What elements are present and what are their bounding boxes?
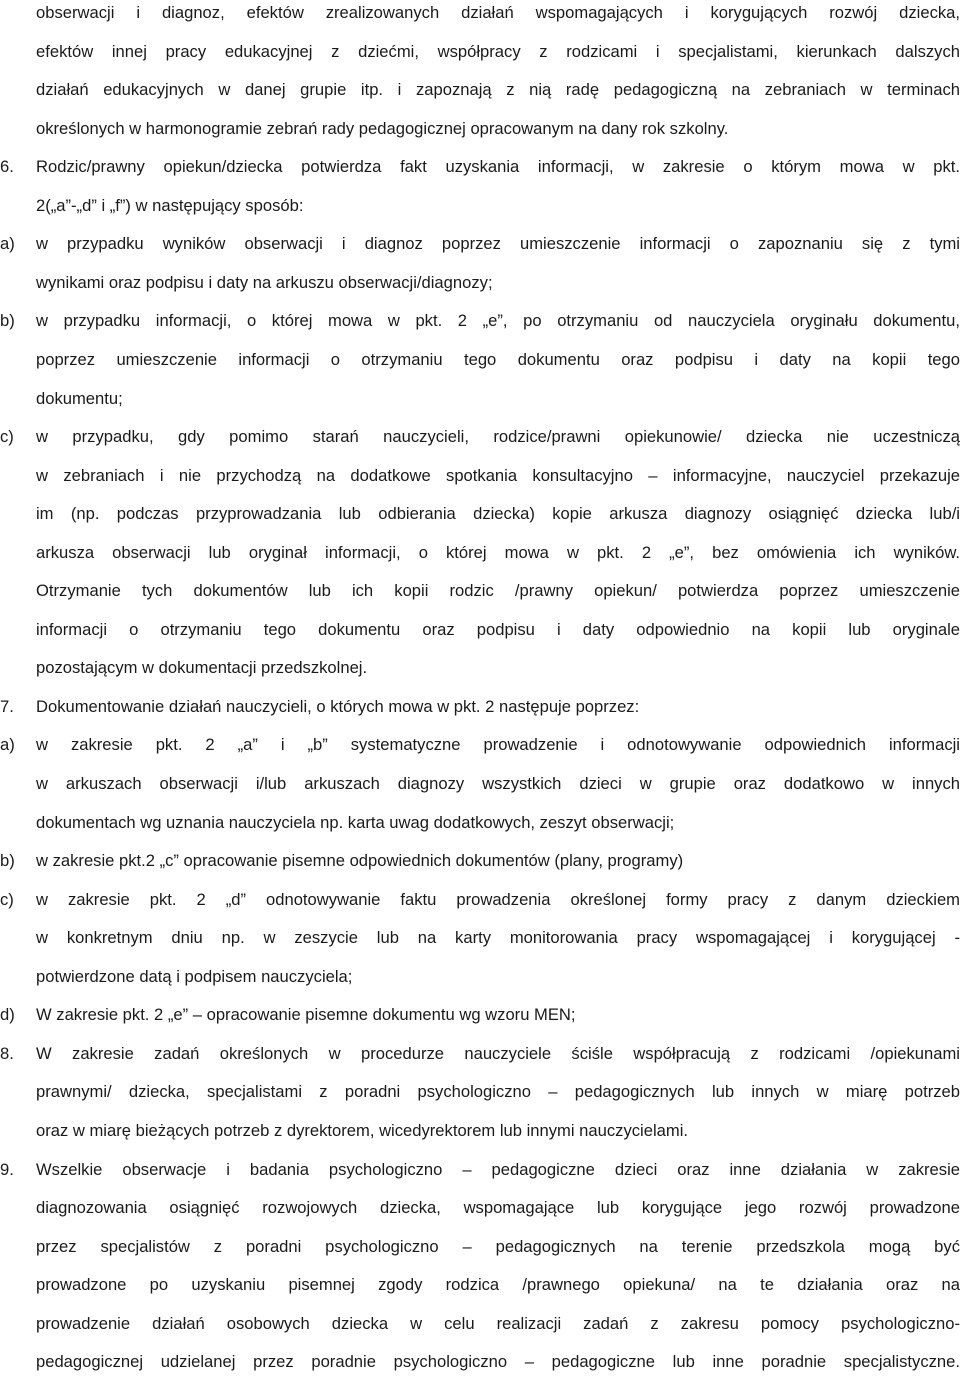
text-line — [0, 225, 960, 264]
text-line — [0, 71, 960, 110]
list-item-continuation: Otrzymanie tych dokumentów lub ich kopii rodzic /prawny opiekun/ potwierdza poprzez umieszczenie — [36, 581, 960, 601]
list-item-text: w przypadku informacji, o której mowa w pkt. 2 „e”, po otrzymaniu od nauczyciela oryginału dokumentu, — [36, 311, 960, 331]
list-item-text: w zakresie pkt. 2 „a” i „b” systematyczne prowadzenie i odnotowywanie odpowiednich informacji — [36, 735, 960, 755]
text-line — [0, 1151, 960, 1190]
list-item-continuation: diagnozowania osiągnięć rozwojowych dziecka, wspomagające lub korygujące jego rozwój prowadzone — [36, 1198, 960, 1218]
text-line — [0, 187, 960, 226]
list-marker: 9. — [0, 1159, 14, 1179]
text-line — [0, 1073, 960, 1112]
text-line — [0, 572, 960, 611]
text-line — [0, 611, 960, 650]
list-item-continuation: 2(„a”-„d” i „f”) w następujący sposób: — [36, 195, 304, 215]
paragraph-text: działań edukacyjnych w danej grupie itp. i zapoznają z nią radę pedagogiczną na zebraniach w terminach — [36, 80, 960, 100]
list-item-continuation: w konkretnym dniu np. w zeszycie lub na karty monitorowania pracy wspomagającej i korygującej - — [36, 928, 960, 948]
text-line — [0, 688, 960, 727]
text-line — [0, 958, 960, 997]
list-marker: a) — [0, 735, 15, 755]
list-item-continuation: prowadzone po uzyskaniu pisemnej zgody rodzica /prawnego opiekuna/ na te działania oraz na — [36, 1275, 960, 1295]
list-item-continuation: informacji o otrzymaniu tego dokumentu oraz podpisu i daty odpowiednio na kopii lub oryginale — [36, 619, 960, 639]
text-line — [0, 649, 960, 688]
text-line — [0, 495, 960, 534]
text-line — [0, 881, 960, 920]
list-item-continuation: potwierdzone datą i podpisem nauczyciela; — [36, 966, 353, 986]
list-item-continuation: prawnymi/ dziecka, specjalistami z poradni psychologiczno – pedagogicznych lub innych w miarę potrzeb — [36, 1082, 960, 1102]
text-line — [0, 765, 960, 804]
text-line — [0, 457, 960, 496]
list-item-continuation: oraz w miarę bieżących potrzeb z dyrektorem, wicedyrektorem lub innymi nauczycielami. — [36, 1120, 689, 1140]
list-item-text: Dokumentowanie działań nauczycieli, o których mowa w pkt. 2 następuje poprzez: — [36, 696, 640, 716]
list-marker: c) — [0, 889, 14, 909]
text-line — [0, 110, 960, 149]
list-marker: a) — [0, 234, 15, 254]
list-item-continuation: w arkuszach obserwacji i/lub arkuszach diagnozy wszystkich dzieci w grupie oraz dodatkowo w innych — [36, 774, 960, 793]
text-line — [0, 996, 960, 1035]
text-line — [0, 1189, 960, 1228]
text-line — [0, 919, 960, 958]
text-line — [0, 341, 960, 380]
list-item-continuation: arkusza obserwacji lub oryginał informacji, o której mowa w pkt. 2 „e”, bez omówienia ich wyników. — [36, 542, 960, 562]
list-item-continuation: pozostającym w dokumentacji przedszkolnej. — [36, 658, 368, 678]
text-line — [0, 842, 960, 881]
text-line — [0, 1035, 960, 1074]
text-line — [0, 418, 960, 457]
list-item-text: w przypadku, gdy pomimo starań nauczycieli, rodzice/prawni opiekunowie/ dziecka nie uczestniczą — [36, 427, 960, 447]
text-line — [0, 148, 960, 187]
list-item-continuation: dokumentach wg uznania nauczyciela np. karta uwag dodatkowych, zeszyt obserwacji; — [36, 812, 675, 832]
list-marker: b) — [0, 851, 15, 871]
text-line — [0, 264, 960, 303]
list-item-text: W zakresie pkt. 2 „e” – opracowanie pisemne dokumentu wg wzoru MEN; — [36, 1005, 576, 1025]
paragraph-text: obserwacji i diagnoz, efektów zrealizowanych działań wspomagających i korygujących rozwój dziecka, — [36, 3, 960, 22]
list-item-continuation: dokumentu; — [36, 388, 123, 408]
list-marker: c) — [0, 427, 14, 447]
text-line — [0, 33, 960, 72]
list-item-continuation: pedagogicznej udzielanej przez poradnie psychologiczno – pedagogiczne lub inne poradnie specjalistyczne. — [36, 1352, 960, 1372]
list-item-text: w zakresie pkt. 2 „d” odnotowywanie faktu prowadzenia określonej formy pracy z danym dzieckiem — [36, 889, 960, 909]
list-item-text: W zakresie zadań określonych w procedurze nauczyciele ściśle współpracują z rodzicami /opiekunami — [36, 1043, 960, 1063]
list-item-text: w przypadku wyników obserwacji i diagnoz poprzez umieszczenie informacji o zapoznaniu się z tymi — [36, 234, 960, 254]
list-marker: 8. — [0, 1043, 14, 1063]
text-line — [0, 1305, 960, 1344]
text-line — [0, 1343, 960, 1382]
list-item-continuation: poprzez umieszczenie informacji o otrzymaniu tego dokumentu oraz podpisu i daty na kopii tego — [36, 349, 960, 369]
list-item-continuation: przez specjalistów z poradni psychologiczno – pedagogicznych na terenie przedszkola mogą być — [36, 1236, 960, 1256]
list-item-text: w zakresie pkt.2 „c” opracowanie pisemne odpowiednich dokumentów (plany, programy) — [36, 851, 684, 871]
list-item-continuation: prowadzenie działań osobowych dziecka w celu realizacji zadań z zakresu pomocy psychologiczno- — [36, 1313, 960, 1333]
list-item-text: Wszelkie obserwacje i badania psychologiczno – pedagogiczne dzieci oraz inne działania w zakresie — [36, 1159, 960, 1179]
text-line — [0, 1266, 960, 1305]
list-marker: b) — [0, 311, 15, 331]
list-item-text: Rodzic/prawny opiekun/dziecka potwierdza fakt uzyskania informacji, w zakresie o którym mowa w pkt. — [36, 157, 960, 177]
text-line — [0, 534, 960, 573]
list-marker: 7. — [0, 696, 14, 716]
text-line — [0, 726, 960, 765]
text-line — [0, 1112, 960, 1151]
text-line — [0, 804, 960, 843]
text-line — [0, 0, 960, 33]
text-line — [0, 1228, 960, 1267]
list-item-continuation: im (np. podczas przyprowadzania lub odbierania dziecka) kopie arkusza diagnozy osiągnięć dziecka lub/i — [36, 504, 960, 524]
list-marker: d) — [0, 1005, 15, 1025]
list-item-continuation: wynikami oraz podpisu i daty na arkuszu obserwacji/diagnozy; — [36, 272, 493, 292]
text-line — [0, 380, 960, 419]
text-line — [0, 302, 960, 341]
paragraph-text: określonych w harmonogramie zebrań rady pedagogicznej opracowanym na dany rok szkolny. — [36, 118, 729, 138]
list-marker: 6. — [0, 157, 14, 177]
paragraph-text: efektów innej pracy edukacyjnej z dziećmi, współpracy z rodzicami i specjalistami, kierunkach dalszych — [36, 41, 960, 61]
list-item-continuation: w zebraniach i nie przychodzą na dodatkowe spotkania konsultacyjno – informacyjne, nauczyciel przekazuje — [36, 465, 960, 485]
